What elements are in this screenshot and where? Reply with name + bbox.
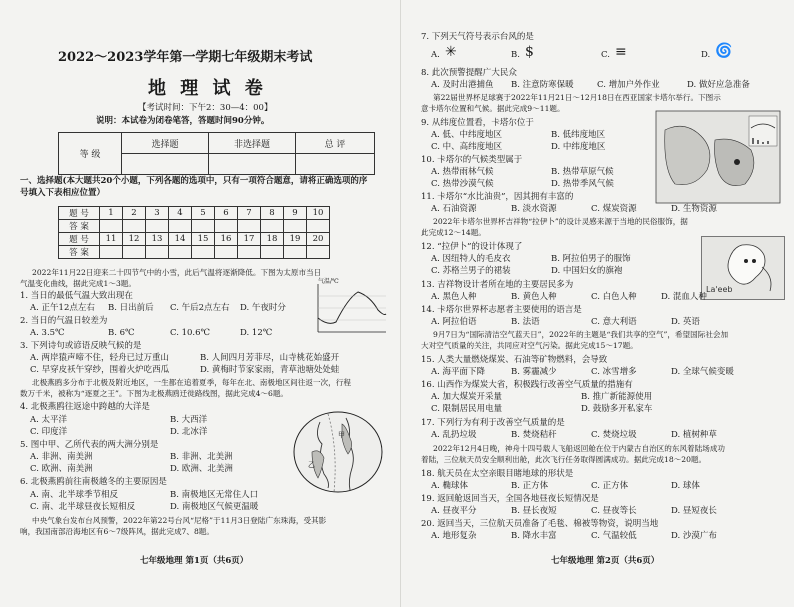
q14-stem: 14. 卡塔尔世界杯志愿者主要使用的语言是 <box>421 305 582 315</box>
q18-option-d[interactable]: D. 球体 <box>671 481 700 491</box>
answer-qnum: 10 <box>307 207 330 220</box>
q13-option-c[interactable]: C. 白色人种 <box>591 292 637 302</box>
q17-option-d[interactable]: D. 植树种草 <box>671 430 717 440</box>
q10-stem: 10. 卡塔尔的气候类型属于 <box>421 155 523 165</box>
q19-stem: 19. 返回舱返回当天，全国各地昼夜长短情况是 <box>421 494 599 504</box>
q15-option-c[interactable]: C. 冰雪增多 <box>591 367 637 377</box>
q20-stem: 20. 返回当天，三位航天员准备了毛毯、棉被等物资，说明当地 <box>421 519 659 529</box>
answer-cell[interactable] <box>284 220 307 233</box>
section-title-2: 号填入下表相应位置） <box>20 188 106 198</box>
q13-stem: 13. 吉祥物设计者所在地的主要居民多为 <box>421 280 574 290</box>
q13-option-b[interactable]: B. 黄色人种 <box>511 292 557 302</box>
q18-stem: 18. 航天员在太空亲眼目睹地球的形状是 <box>421 469 574 479</box>
answer-cell[interactable] <box>100 220 123 233</box>
q10-option-b[interactable]: B. 热带草原气候 <box>551 167 614 177</box>
q14-option-a[interactable]: A. 阿拉伯语 <box>431 317 477 327</box>
q13-option-d[interactable]: D. 混血人种 <box>661 292 707 302</box>
footer-page-1: 七年级地理 第1页（共6页） <box>140 556 249 566</box>
migration-globe <box>290 408 386 496</box>
answer-qnum: 2 <box>123 207 146 220</box>
intro-2b: 数万千米，被称为“逐夏之王”。下图为北极燕鸥迁徙路线图，据此完成4～6题。 <box>20 389 289 398</box>
q8-stem: 8. 此次预警提醒广大民众 <box>421 68 517 78</box>
sandstorm-icon: $ <box>525 44 534 60</box>
answer-qnum: 20 <box>307 233 330 246</box>
q8-option-d[interactable]: D. 做好应急准备 <box>687 80 750 90</box>
intro-3: 中央气象台发布台风预警，2022年第22号台风“尼格”于11月3日登陆广东珠海，受其影 <box>32 516 327 525</box>
answer-header-2: 答 案 <box>59 246 100 259</box>
q2-option-d[interactable]: D. 12℃ <box>240 328 273 338</box>
answer-qnum: 4 <box>169 207 192 220</box>
q4-option-d[interactable]: D. 北冰洋 <box>170 427 208 437</box>
q16-option-b[interactable]: B. 推广新能源使用 <box>581 392 653 402</box>
q16-option-a[interactable]: A. 加大煤炭开采量 <box>431 392 503 402</box>
answer-qnum: 12 <box>123 233 146 246</box>
answer-qnum: 19 <box>284 233 307 246</box>
q6-option-c[interactable]: C. 南、北半球昼夜长短相反 <box>30 502 136 512</box>
answer-cell[interactable] <box>123 220 146 233</box>
q20-option-a[interactable]: A. 地形复杂 <box>431 531 477 541</box>
q8-option-a[interactable]: A. 及时出港捕鱼 <box>431 80 494 90</box>
q12-stem: 12. “拉伊卜”的设计体现了 <box>421 242 523 252</box>
grade-label: 等 级 <box>59 133 122 175</box>
q5-option-a[interactable]: A. 非洲、南美洲 <box>30 452 93 462</box>
total-header: 总 评 <box>296 133 375 154</box>
q18-option-b[interactable]: B. 正方体 <box>511 481 549 491</box>
intro-6: 9月7日为“国际清洁空气蓝天日”，2022年的主题是“我们共享的空气”，希望国际社会加 <box>433 330 729 339</box>
q11-option-a[interactable]: A. 石油资源 <box>431 204 477 214</box>
q8-option-c[interactable]: C. 增加户外作业 <box>597 80 660 90</box>
mc-header: 选择题 <box>122 133 209 154</box>
answer-cell[interactable] <box>238 220 261 233</box>
answer-qnum: 1 <box>100 207 123 220</box>
q11-option-d[interactable]: D. 生物资源 <box>671 204 717 214</box>
answer-cell[interactable] <box>215 220 238 233</box>
globe-label-jia: 甲 <box>338 431 345 439</box>
q5-option-d[interactable]: D. 欧洲、北美洲 <box>170 464 233 474</box>
q3-option-a[interactable]: A. 两岸猿声啼不住，轻舟已过万重山 <box>30 353 170 363</box>
q18-option-a[interactable]: A. 椭球体 <box>431 481 469 491</box>
intro-6b: 大对空气质量的关注，共同应对空气污染。据此完成15～17题。 <box>421 341 638 350</box>
grade-table <box>58 132 375 175</box>
answer-qnum: 7 <box>238 207 261 220</box>
q1-option-c[interactable]: C. 午后2点左右 <box>170 303 230 313</box>
q14-option-b[interactable]: B. 法语 <box>511 317 540 327</box>
answer-cell[interactable] <box>100 246 123 259</box>
footer-page-2: 七年级地理 第2页（共6页） <box>551 556 660 566</box>
intro-4b: 意卡塔尔位置和气候。据此完成9～11题。 <box>421 104 565 113</box>
q16-stem: 16. 山西作为煤炭大省，积极践行改善空气质量的措施有 <box>421 380 633 390</box>
answer-qnum: 9 <box>284 207 307 220</box>
q5-stem: 5. 图中甲、乙所代表的两大洲分别是 <box>20 440 159 450</box>
q12-option-a[interactable]: A. 因纽特人的毛皮衣 <box>431 254 511 264</box>
q15-option-b[interactable]: B. 雾霾减少 <box>511 367 557 377</box>
q4-stem: 4. 北极燕鸥往返途中跨越的大洋是 <box>20 402 150 412</box>
q4-option-b[interactable]: B. 大西洋 <box>170 415 208 425</box>
section-title: 一、选择题(本大题共20个小题，下列各题的选项中，只有一项符合题意，请将正确选项的序 <box>20 176 368 186</box>
q6-option-d[interactable]: D. 南极地区气候更温暖 <box>170 502 259 512</box>
q14-option-d[interactable]: D. 英语 <box>671 317 700 327</box>
q1-option-a[interactable]: A. 正午12点左右 <box>30 303 95 313</box>
non-mc-score-cell[interactable] <box>209 154 296 175</box>
q19-option-c[interactable]: C. 昼夜等长 <box>591 506 637 516</box>
q3-stem: 3. 下列诗句或谚语反映气候的是 <box>20 341 142 351</box>
intro-5: 2022年卡塔尔世界杯吉祥物“拉伊卜”的设计灵感来源于当地的民俗服饰，据 <box>433 217 688 226</box>
q17-option-a[interactable]: A. 乱扔垃圾 <box>431 430 477 440</box>
q1-stem: 1. 当日的最低气温大致出现在 <box>20 291 133 301</box>
q9-option-d[interactable]: D. 中纬度地区 <box>551 142 606 152</box>
chart-ylabel: 气温/℃ <box>318 278 339 285</box>
qnum-header: 题 号 <box>59 207 100 220</box>
answer-qnum: 16 <box>215 233 238 246</box>
mascot-label: La'eeb <box>706 285 733 294</box>
q7-option-c[interactable]: C. <box>601 50 610 60</box>
answer-qnum: 17 <box>238 233 261 246</box>
q11-stem: 11. 卡塔尔“水比油贵”，因其拥有丰富的 <box>421 192 574 202</box>
q12-option-d[interactable]: D. 中国妇女的旗袍 <box>551 266 623 276</box>
answer-cell[interactable] <box>169 220 192 233</box>
q12-option-b[interactable]: B. 阿拉伯男子的服饰 <box>551 254 631 264</box>
qnum-header-2: 题 号 <box>59 233 100 246</box>
answer-cell[interactable] <box>284 246 307 259</box>
q10-option-c[interactable]: C. 热带沙漠气候 <box>431 179 494 189</box>
intro-3b: 响，我国南部沿海地区有6～7级阵风，据此完成7、8题。 <box>20 527 214 536</box>
q14-option-c[interactable]: C. 意大利语 <box>591 317 637 327</box>
q15-option-d[interactable]: D. 全球气候变暖 <box>671 367 734 377</box>
q18-option-c[interactable]: C. 正方体 <box>591 481 629 491</box>
q20-option-b[interactable]: B. 降水丰富 <box>511 531 557 541</box>
globe-label-yi: 乙 <box>308 461 315 469</box>
answer-cell[interactable] <box>307 246 330 259</box>
q4-option-a[interactable]: A. 太平洋 <box>30 415 68 425</box>
q20-option-d[interactable]: D. 沙漠广布 <box>671 531 717 541</box>
answer-table <box>58 206 330 259</box>
q4-option-c[interactable]: C. 印度洋 <box>30 427 68 437</box>
q10-option-a[interactable]: A. 热带雨林气候 <box>431 167 494 177</box>
answer-cell[interactable] <box>192 246 215 259</box>
q7-option-a[interactable]: A. <box>431 50 440 60</box>
q10-option-d[interactable]: D. 热带季风气候 <box>551 179 614 189</box>
q5-option-b[interactable]: B. 非洲、北美洲 <box>170 452 233 462</box>
intro-2: 北极燕鸥多分布于北极及附近地区，一生都在追着夏季，每年在北、南极地区间往返一次，行程 <box>32 378 351 387</box>
intro-7b: 着陆，三位航天员安全顺利出舱，此次飞行任务取得圆满成功。据此完成18～20题。 <box>421 455 707 464</box>
q2-stem: 2. 当日的气温日较差为 <box>20 316 108 326</box>
intro-4: 第22届世界杯足球赛于2022年11月21日～12月18日在西亚国家卡塔尔举行。下图示 <box>433 93 721 102</box>
answer-qnum: 6 <box>215 207 238 220</box>
temperature-chart <box>306 278 390 342</box>
q20-option-c[interactable]: C. 气温较低 <box>591 531 637 541</box>
answer-cell[interactable] <box>261 220 284 233</box>
exam-time: 【考试时间：下午2：30—4：00】 <box>138 103 273 113</box>
intro-1b: 气温变化曲线，据此完成1～3题。 <box>20 279 136 288</box>
q9-option-b[interactable]: B. 低纬度地区 <box>551 130 606 140</box>
answer-qnum: 3 <box>146 207 169 220</box>
intro-1: 2022年11月22日迎来二十四节气中的小雪，此后气温将逐渐降低。下图为太原市当日 <box>32 268 322 277</box>
q7-stem: 7. 下列天气符号表示台风的是 <box>421 32 534 42</box>
q1-option-b[interactable]: B. 日出前后 <box>108 303 154 313</box>
q6-option-a[interactable]: A. 南、北半球季节相反 <box>30 490 119 500</box>
q2-option-a[interactable]: A. 3.5℃ <box>30 328 65 338</box>
q9-stem: 9. 从纬度位置看，卡塔尔位于 <box>421 118 534 128</box>
q7-option-d[interactable]: D. <box>701 50 711 60</box>
snowflake-icon: ✳ <box>445 44 457 60</box>
mascot-figure <box>701 236 785 300</box>
q3-option-b[interactable]: B. 人间四月芳菲尽，山寺桃花始盛开 <box>200 353 340 363</box>
q6-option-b[interactable]: B. 南极地区无常住人口 <box>170 490 259 500</box>
answer-cell[interactable] <box>123 246 146 259</box>
q5-option-c[interactable]: C. 欧洲、南美洲 <box>30 464 93 474</box>
q11-option-b[interactable]: B. 淡水资源 <box>511 204 557 214</box>
subject-title: 地 理 试 卷 <box>148 78 267 99</box>
instructions: 说明：本试卷为闭卷笔答，答题时间90分钟。 <box>96 116 270 126</box>
answer-cell[interactable] <box>169 246 192 259</box>
answer-header: 答 案 <box>59 220 100 233</box>
intro-7: 2022年12月4日晚，神舟十四号载人飞船返回舱在位于内蒙古自治区的东风着陆场成功 <box>433 444 726 453</box>
q3-option-d[interactable]: D. 黄梅时节家家雨，青草池塘处处蛙 <box>200 365 340 375</box>
answer-cell[interactable] <box>215 246 238 259</box>
q7-option-b[interactable]: B. <box>511 50 520 60</box>
q6-stem: 6. 北极燕鸥前往南极越冬的主要原因是 <box>20 477 167 487</box>
q13-option-a[interactable]: A. 黑色人种 <box>431 292 477 302</box>
q1-option-d[interactable]: D. 午夜时分 <box>240 303 286 313</box>
q17-stem: 17. 下列行为有利于改善空气质量的是 <box>421 418 565 428</box>
q15-stem: 15. 人类大量燃烧煤炭、石油等矿物燃料，会导致 <box>421 355 608 365</box>
answer-cell[interactable] <box>146 220 169 233</box>
q17-option-c[interactable]: C. 焚烧垃圾 <box>591 430 637 440</box>
answer-cell[interactable] <box>146 246 169 259</box>
q16-option-c[interactable]: C. 限制居民用电量 <box>431 404 503 414</box>
answer-cell[interactable] <box>192 220 215 233</box>
q17-option-b[interactable]: B. 焚烧秸秆 <box>511 430 557 440</box>
intro-5b: 此完成12～14题。 <box>421 228 486 237</box>
total-score-cell[interactable] <box>296 154 375 175</box>
q16-option-d[interactable]: D. 鼓励多开私家车 <box>581 404 653 414</box>
answer-qnum: 15 <box>192 233 215 246</box>
answer-qnum: 11 <box>100 233 123 246</box>
q19-option-d[interactable]: D. 昼短夜长 <box>671 506 717 516</box>
q9-option-c[interactable]: C. 中、高纬度地区 <box>431 142 503 152</box>
q8-option-b[interactable]: B. 注意防寒保暖 <box>511 80 574 90</box>
fog-icon: ≡ <box>615 44 627 60</box>
page-2 <box>400 0 794 607</box>
typhoon-icon: 🌀 <box>715 43 733 59</box>
mc-score-cell[interactable] <box>122 154 209 175</box>
q12-option-c[interactable]: C. 苏格兰男子的裙装 <box>431 266 511 276</box>
answer-cell[interactable] <box>238 246 261 259</box>
qatar-map <box>655 110 781 204</box>
answer-qnum: 8 <box>261 207 284 220</box>
exam-title: 2022～2023学年第一学期七年级期末考试 <box>58 50 313 65</box>
non-mc-header: 非选择题 <box>209 133 296 154</box>
q11-option-c[interactable]: C. 煤炭资源 <box>591 204 637 214</box>
q9-option-a[interactable]: A. 低、中纬度地区 <box>431 130 503 140</box>
answer-qnum: 13 <box>146 233 169 246</box>
answer-cell[interactable] <box>307 220 330 233</box>
answer-cell[interactable] <box>261 246 284 259</box>
q19-option-b[interactable]: B. 昼长夜短 <box>511 506 557 516</box>
q2-option-b[interactable]: B. 6℃ <box>108 328 135 338</box>
q2-option-c[interactable]: C. 10.6℃ <box>170 328 211 338</box>
answer-qnum: 5 <box>192 207 215 220</box>
answer-qnum: 18 <box>261 233 284 246</box>
answer-qnum: 14 <box>169 233 192 246</box>
q3-option-c[interactable]: C. 早穿皮袄午穿纱，围着火炉吃西瓜 <box>30 365 170 375</box>
q15-option-a[interactable]: A. 海平面下降 <box>431 367 486 377</box>
q19-option-a[interactable]: A. 昼夜平分 <box>431 506 477 516</box>
